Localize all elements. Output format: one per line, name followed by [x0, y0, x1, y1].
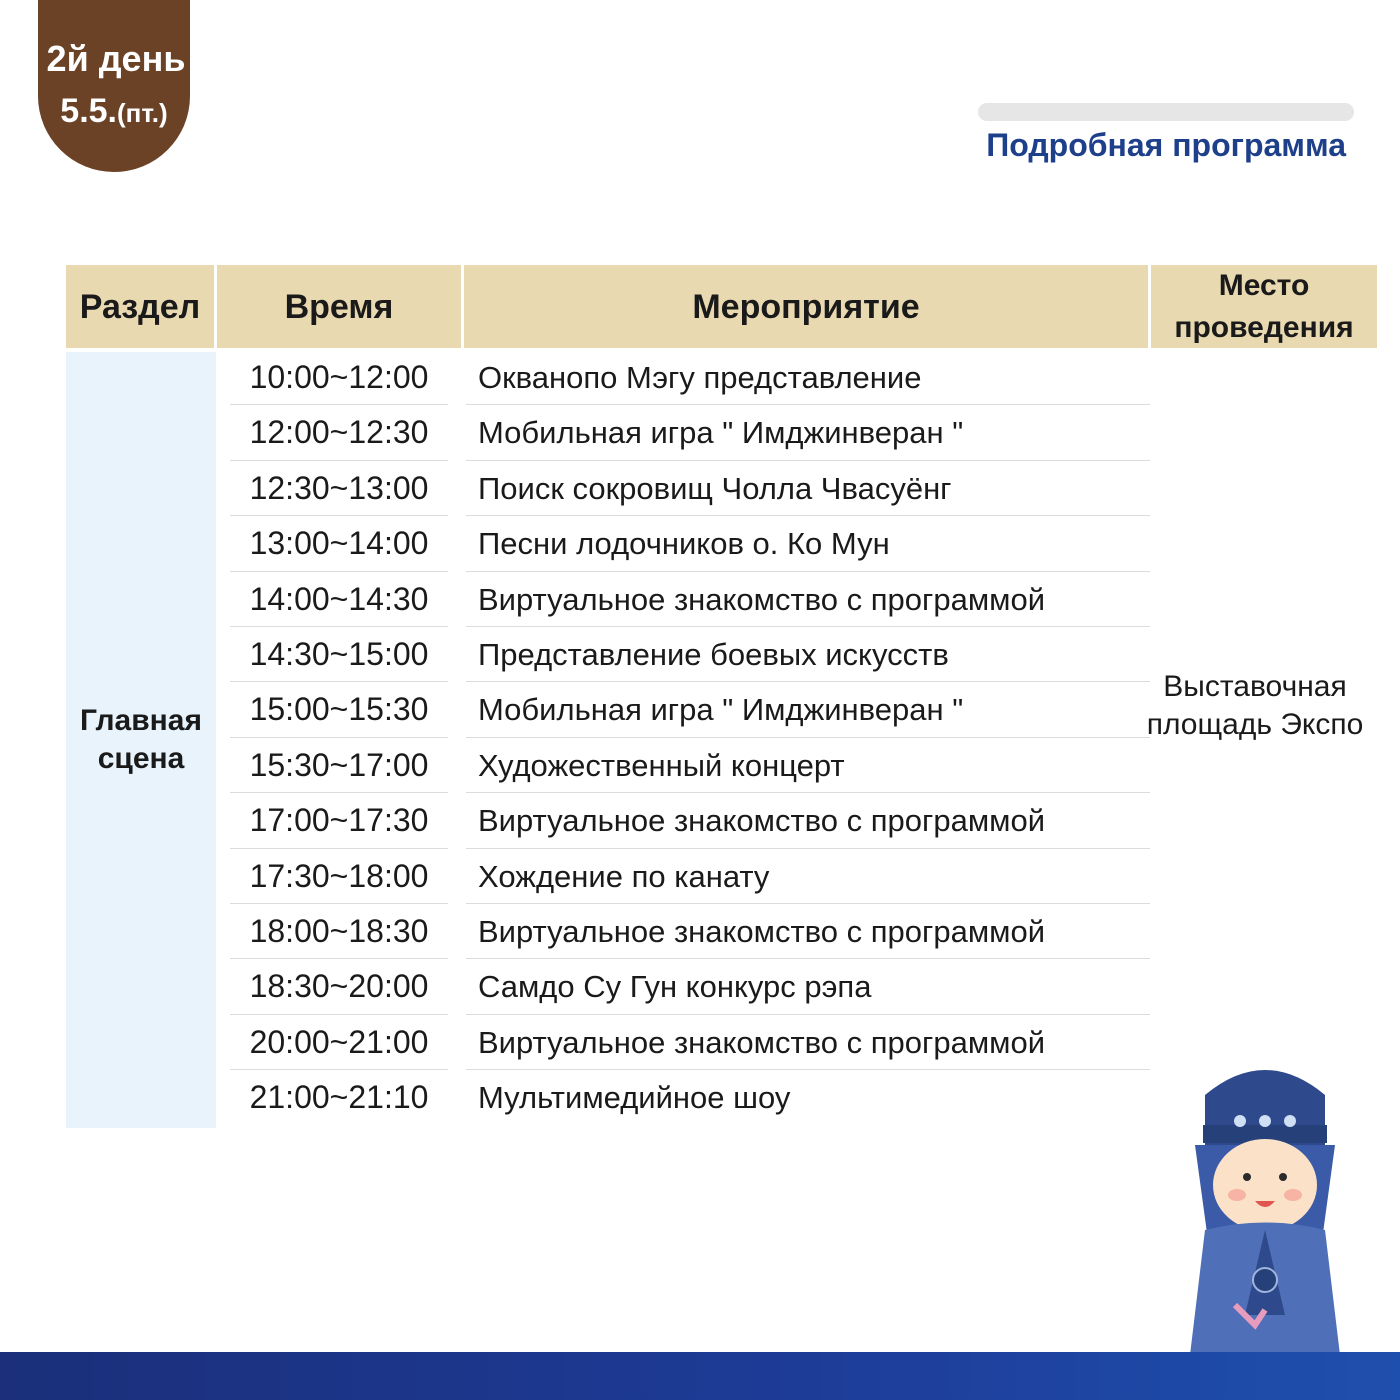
row-event: Мобильная игра " Имджинверан " [478, 415, 964, 451]
row-event: Поиск сокровищ Чолла Чвасуёнг [478, 470, 952, 506]
column-header-event: Мероприятие [464, 265, 1148, 348]
row-event: Хождение по канату [478, 858, 770, 894]
title-decor-bar [978, 103, 1354, 121]
bottom-band [0, 1352, 1400, 1400]
section-label: Главная сцена [79, 704, 202, 775]
row-time: 18:30~20:00 [249, 968, 429, 1005]
row-event: Виртуальное знакомство с программой [478, 1024, 1046, 1060]
row-time: 15:00~15:30 [249, 691, 429, 728]
row-event: Представление боевых искусств [478, 637, 949, 672]
row-event: Художественный концерт [478, 747, 845, 783]
row-event: Виртуальное знакомство с программой [478, 914, 1046, 949]
row-time: 18:00~18:30 [249, 913, 429, 949]
column-header-time: Время [217, 265, 461, 348]
date-label [38, 92, 190, 131]
row-time: 21:00~21:10 [249, 1079, 429, 1116]
row-event: Окванопо Мэгу представление [478, 360, 922, 395]
row-time: 14:00~14:30 [249, 580, 429, 617]
date-weekday: (пт.) [117, 98, 168, 128]
column-header-section: Раздел [66, 265, 214, 348]
row-time: 17:30~18:00 [249, 857, 429, 894]
row-event: Песни лодочников о. Ко Мун [478, 526, 890, 562]
row-event: Виртуальное знакомство с программой [478, 803, 1046, 839]
row-time: 12:30~13:00 [249, 469, 429, 506]
row-time: 20:00~21:00 [249, 1023, 429, 1060]
row-event: Мультимедийное шоу [478, 1080, 791, 1116]
mascot-illustration [1185, 1055, 1345, 1355]
row-event: Самдо Су Гун конкурс рэпа [478, 969, 872, 1005]
row-time: 15:30~17:00 [249, 746, 429, 783]
row-event: Мобильная игра " Имджинверан " [478, 692, 964, 728]
section-cell [66, 352, 216, 1128]
day-label: 2й день [46, 38, 186, 79]
row-time: 10:00~12:00 [249, 359, 429, 395]
row-time: 12:00~12:30 [249, 414, 429, 451]
day-badge [38, 0, 190, 172]
row-time: 14:30~15:00 [249, 636, 429, 672]
column-header-venue: Место проведения [1151, 265, 1377, 348]
page-title: Подробная программа [986, 127, 1346, 163]
row-time: 13:00~14:00 [249, 525, 429, 562]
row-event: Виртуальное знакомство с программой [478, 581, 1046, 617]
date-main: 5.5. [60, 92, 117, 130]
row-time: 17:00~17:30 [249, 802, 429, 839]
venue-label: Выставочная площадь Экспо [1146, 670, 1364, 741]
